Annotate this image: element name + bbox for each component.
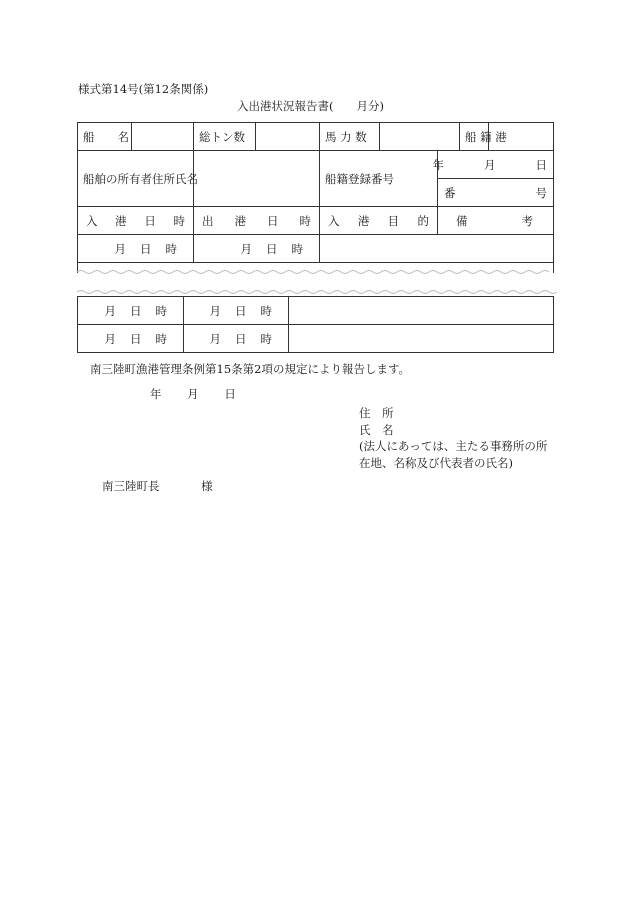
exit-datetime-char: 出 <box>202 213 214 228</box>
registration-label: 船籍登録番号 <box>320 151 438 207</box>
horsepower-field[interactable] <box>380 123 460 151</box>
month-label: 月 <box>114 241 126 256</box>
addressee-honorific: 様 <box>201 479 213 493</box>
entry-purpose-char: 港 <box>357 213 370 228</box>
entry-datetime-cell[interactable] <box>78 325 184 353</box>
entry-datetime-char: 入 <box>86 213 98 228</box>
form-number: 様式第14号(第12条関係) <box>78 82 209 96</box>
applicant-block <box>359 405 547 472</box>
month-label: 月 <box>240 241 252 256</box>
registration-number <box>438 185 553 201</box>
address-label: 住 所 <box>359 406 394 420</box>
registration-date <box>432 157 553 173</box>
exit-datetime-char: 港 <box>234 213 246 228</box>
purpose-remarks-cell[interactable] <box>289 325 554 353</box>
day-label: 日 <box>235 303 247 318</box>
entry-datetime-char: 港 <box>115 213 127 228</box>
entry-purpose-char: 目 <box>387 213 400 228</box>
month-label: 月 <box>209 303 221 318</box>
statement-text: 南三陸町漁港管理条例第15条第2項の規定により報告します。 <box>90 362 411 376</box>
exit-datetime-char: 日 <box>267 213 279 228</box>
ship-name-label: 船 名 <box>78 123 132 151</box>
number-suffix: 号 <box>535 185 547 200</box>
entry-datetime-cell[interactable] <box>78 297 184 325</box>
horsepower-label: 馬 力 数 <box>320 123 380 151</box>
exit-datetime-cell[interactable] <box>184 297 289 325</box>
date-month: 月 <box>484 157 496 172</box>
ship-name-field[interactable] <box>132 123 194 151</box>
date-line <box>150 389 236 401</box>
date-line-day: 日 <box>224 387 236 401</box>
name-label: 氏 名 <box>359 422 394 437</box>
time-label: 時 <box>260 331 272 346</box>
time-label: 時 <box>291 241 303 256</box>
gross-tonnage-label: 総トン数 <box>194 123 256 151</box>
report-table-upper <box>77 122 554 273</box>
exit-datetime-header <box>194 207 320 235</box>
month-label: 月 <box>104 303 116 318</box>
remarks-char: 備 <box>456 213 468 228</box>
day-label: 日 <box>130 303 142 318</box>
report-table-lower <box>77 296 554 353</box>
purpose-remarks-cell[interactable] <box>320 235 554 263</box>
entry-purpose-char: 的 <box>417 213 429 228</box>
entry-purpose-char: 入 <box>328 213 340 228</box>
month-label: 月 <box>104 331 116 346</box>
corporate-note-line1: (法人にあっては、主たる事務所の所 <box>359 439 548 454</box>
addressee <box>102 481 213 493</box>
table-break-mark <box>77 264 553 298</box>
corporate-note-line2: 在地、名称及び代表者の氏名) <box>359 456 513 471</box>
entry-datetime-char: 時 <box>173 213 185 228</box>
date-line-year: 年 <box>150 387 162 401</box>
entry-datetime-cell[interactable] <box>78 235 194 263</box>
date-day: 日 <box>535 157 547 172</box>
date-line-month: 月 <box>187 387 199 401</box>
day-label: 日 <box>140 241 152 256</box>
date-year: 年 <box>432 157 444 172</box>
day-label: 日 <box>130 331 142 346</box>
month-label: 月 <box>209 331 221 346</box>
day-label: 日 <box>235 331 247 346</box>
entry-purpose-header <box>320 207 438 235</box>
time-label: 時 <box>155 331 167 346</box>
addressee-name: 南三陸町長 <box>102 479 160 493</box>
remarks-header <box>438 207 554 235</box>
entry-datetime-char: 日 <box>144 213 156 228</box>
purpose-remarks-cell[interactable] <box>289 297 554 325</box>
time-label: 時 <box>260 303 272 318</box>
day-label: 日 <box>266 241 278 256</box>
home-port-label: 船 籍 港 <box>460 123 489 151</box>
registration-date-field[interactable] <box>432 151 554 179</box>
time-label: 時 <box>165 241 177 256</box>
number-prefix: 番 <box>444 185 456 200</box>
owner-field[interactable] <box>194 151 320 207</box>
gross-tonnage-field[interactable] <box>256 123 320 151</box>
owner-label: 船舶の所有者住所氏名 <box>78 151 194 207</box>
registration-number-field[interactable] <box>438 179 554 207</box>
entry-datetime-header <box>78 207 194 235</box>
exit-datetime-cell[interactable] <box>184 325 289 353</box>
form-title: 入出港状況報告書( 月分) <box>237 99 384 113</box>
exit-datetime-cell[interactable] <box>194 235 320 263</box>
time-label: 時 <box>155 303 167 318</box>
exit-datetime-char: 時 <box>299 213 311 228</box>
remarks-char: 考 <box>521 213 533 228</box>
